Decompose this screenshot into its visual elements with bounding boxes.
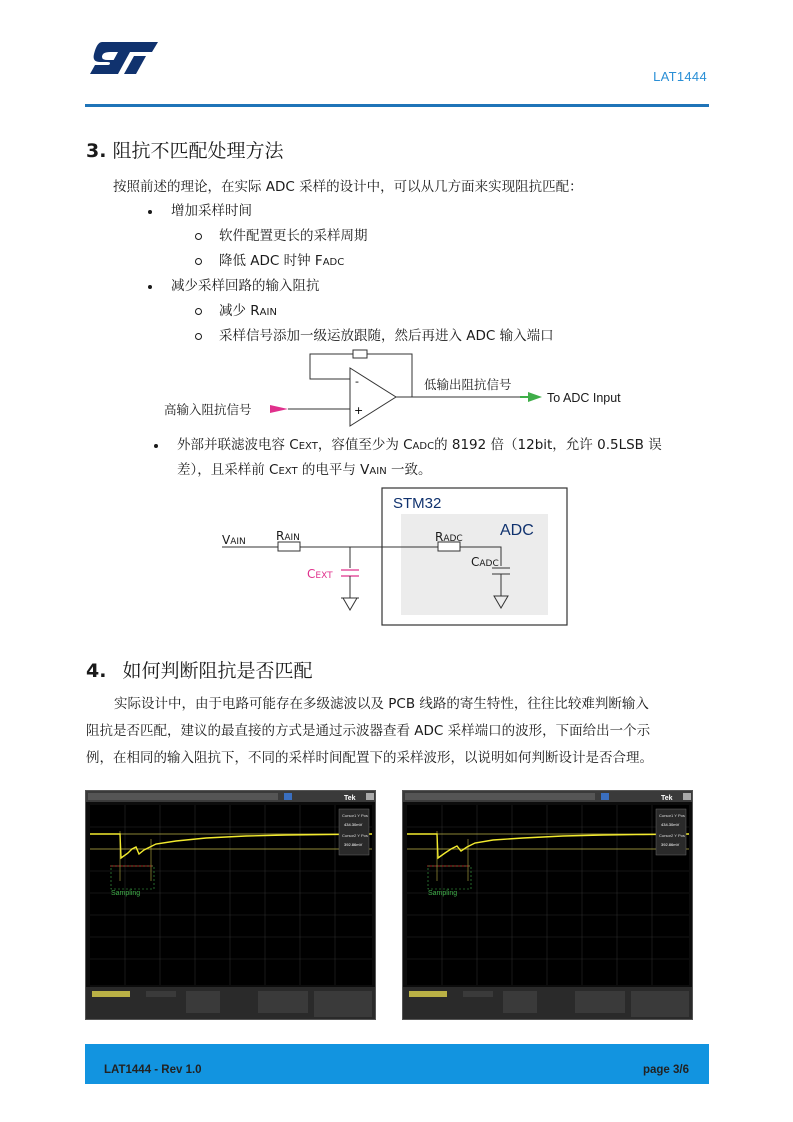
radc-label: RADC bbox=[435, 530, 463, 544]
section-4-paragraph-line3: 例，在相同的输入阻抗下，不同的采样时间配置下的采样波形，以说明如何判断设计是否合理。 bbox=[86, 750, 653, 766]
footer-page-number: page 3/6 bbox=[642, 1064, 689, 1076]
opamp-plus: + bbox=[354, 404, 364, 417]
bullet-dot bbox=[148, 285, 152, 289]
section-3-title: 阻抗不匹配处理方法 bbox=[112, 140, 284, 162]
cursor2-value: 392.86mV bbox=[344, 842, 363, 847]
cursor1-value: 434.30mV bbox=[661, 822, 680, 827]
section-4-title: 如何判断阻抗是否匹配 bbox=[122, 660, 313, 682]
opamp-follower-diagram bbox=[150, 342, 650, 432]
section-4-number: 4. bbox=[86, 660, 107, 682]
bullet-dot bbox=[154, 444, 158, 448]
cursor1-label: Cursor1 Y Pos bbox=[342, 813, 368, 818]
low-impedance-output-label: 低输出阻抗信号 bbox=[424, 377, 512, 392]
document-id: LAT1444 bbox=[653, 69, 707, 84]
bullet-dot bbox=[148, 210, 152, 214]
sub-bullet-circle bbox=[195, 258, 202, 265]
st-logo bbox=[88, 38, 160, 78]
cursor1-label: Cursor1 Y Pos bbox=[659, 813, 685, 818]
cursor2-value: 392.86mV bbox=[661, 842, 680, 847]
adc-label: ADC bbox=[500, 522, 534, 539]
vain-label: VAIN bbox=[222, 533, 246, 547]
opamp-minus: - bbox=[355, 375, 359, 388]
to-adc-input-label: To ADC Input bbox=[547, 391, 621, 405]
sub-bullet-circle bbox=[195, 333, 202, 340]
cext-label: CEXT bbox=[307, 567, 333, 581]
section-4-paragraph-line1: 实际设计中，由于电路可能存在多级滤波以及 PCB 线路的寄生特性，往往比较难判断输入 bbox=[114, 696, 649, 712]
sampling-label: Sampling bbox=[111, 890, 141, 897]
footer-doc-rev: LAT1444 - Rev 1.0 bbox=[104, 1064, 202, 1076]
section-4-paragraph-line2: 阻抗是否匹配，建议的最直接的方式是通过示波器查看 ADC 采样端口的波形，下面给出一个示 bbox=[86, 723, 651, 739]
bullet-external-capacitor-line1: 外部并联滤波电容 CEXT，容值至少为 CADC的 8192 倍（12bit，允许 0.5LSB 误 bbox=[177, 437, 662, 453]
sub-bullet-lower-clock: 降低 ADC 时钟 FADC bbox=[219, 253, 345, 269]
rain-label: RAIN bbox=[276, 529, 300, 543]
scope-brand: Tek bbox=[661, 795, 673, 802]
oscilloscope-screenshot-1 bbox=[85, 790, 376, 1020]
section-3-heading bbox=[86, 136, 284, 163]
high-impedance-input-label: 高输入阻抗信号 bbox=[164, 402, 252, 417]
bullet-reduce-impedance: 减少采样回路的输入阻抗 bbox=[171, 278, 320, 294]
sub-bullet-longer-cycle: 软件配置更长的采样周期 bbox=[219, 228, 368, 244]
stm32-label: STM32 bbox=[393, 495, 442, 512]
cursor1-value: 434.30mV bbox=[344, 822, 363, 827]
cursor2-label: Cursor2 Y Pos bbox=[342, 833, 368, 838]
bullet-external-capacitor-line2: 差），且采样前 CEXT 的电平与 VAIN 一致。 bbox=[177, 462, 432, 478]
oscilloscope-screenshot-2 bbox=[402, 790, 693, 1020]
section-3-number: 3. bbox=[86, 140, 107, 162]
sub-bullet-circle bbox=[195, 233, 202, 240]
adc-sampling-circuit-diagram bbox=[200, 486, 580, 630]
scope-brand: Tek bbox=[344, 795, 356, 802]
cadc-label: CADC bbox=[471, 555, 499, 569]
bullet-increase-sampling-time: 增加采样时间 bbox=[171, 203, 252, 219]
sampling-label: Sampling bbox=[428, 890, 458, 897]
sub-bullet-reduce-rain: 减少 RAIN bbox=[219, 303, 277, 319]
cursor2-label: Cursor2 Y Pos bbox=[659, 833, 685, 838]
header-rule bbox=[85, 104, 709, 107]
section-4-heading bbox=[86, 656, 313, 683]
sub-bullet-circle bbox=[195, 308, 202, 315]
sub-bullet-opamp-follower: 采样信号添加一级运放跟随，然后再进入 ADC 输入端口 bbox=[219, 328, 554, 344]
section-3-intro: 按照前述的理论，在实际 ADC 采样的设计中，可以从几方面来实现阻抗匹配： bbox=[113, 179, 583, 195]
